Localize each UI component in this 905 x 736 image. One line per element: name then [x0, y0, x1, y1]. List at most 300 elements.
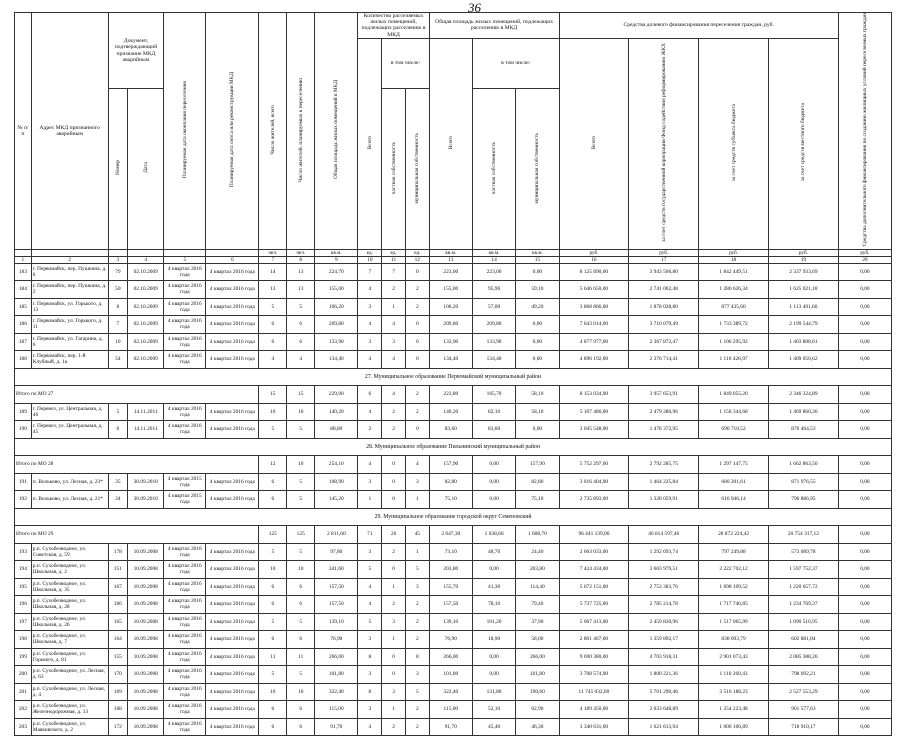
- unit-cell: ед.: [358, 249, 382, 256]
- data-cell: 5: [259, 666, 287, 684]
- data-cell: 6: [259, 596, 287, 614]
- data-cell: 2: [405, 631, 429, 649]
- data-cell: 151: [108, 561, 128, 579]
- header-doc-number: Номер: [114, 160, 121, 176]
- data-cell: 52,10: [472, 701, 515, 719]
- data-cell: 6: [259, 718, 287, 736]
- data-cell: 62,90: [516, 701, 559, 719]
- data-cell: 82,80: [429, 473, 472, 491]
- total-cell: 4: [405, 455, 429, 473]
- data-cell: 178: [108, 543, 128, 561]
- total-cell: 4: [358, 455, 382, 473]
- data-cell: 0,00: [838, 648, 891, 666]
- data-cell: 0: [382, 473, 406, 491]
- total-cell: 3 957 653,91: [629, 385, 699, 403]
- data-cell: 1: [405, 491, 429, 509]
- data-cell: 133,90: [429, 333, 472, 351]
- data-cell: 4 квартал 2016 года: [164, 666, 206, 684]
- data-cell: 3: [358, 473, 382, 491]
- data-cell: 1 000 106,89: [699, 718, 769, 736]
- table-row: [15, 316, 892, 334]
- data-cell: 3 045 548,00: [559, 421, 629, 439]
- data-cell: 4 квартал 2015 года: [164, 473, 206, 491]
- unit-cell: ед.: [382, 249, 406, 256]
- data-cell: 573 089,78: [768, 543, 838, 561]
- unit-cell: [108, 249, 128, 256]
- header-qty-municipal-cell: [405, 89, 429, 249]
- data-cell: 13: [259, 281, 287, 299]
- unit-cell: ед.: [405, 249, 429, 256]
- column-number: 17: [629, 256, 699, 263]
- data-cell: 4 квартал 2016 года: [206, 473, 259, 491]
- data-cell: 3: [358, 701, 382, 719]
- column-number: 2: [31, 256, 108, 263]
- data-cell: 4 квартал 2016 года: [164, 403, 206, 421]
- header-fund-reform: за счет средств государственной корпорации Фонд содействия реформированию ЖКХ: [660, 43, 667, 242]
- data-cell: 170: [108, 666, 128, 684]
- data-cell: 4 квартал 2016 года: [206, 596, 259, 614]
- data-cell: 0,00: [472, 473, 515, 491]
- total-cell: 223,80: [429, 385, 472, 403]
- data-cell: 46,30: [516, 718, 559, 736]
- header-planned-demolition: Планируемая дата сноса или реконструкции МКД: [229, 72, 236, 188]
- header-extra-funds: Средства дополнительного финансирования по созданию жилищных условий переселяемых граждан: [861, 13, 868, 247]
- data-cell: 1 842 449,51: [699, 263, 769, 281]
- data-cell: 5 672 151,00: [559, 578, 629, 596]
- data-cell: 133,90: [315, 333, 358, 351]
- data-cell: 4 квартал 2016 года: [206, 298, 259, 316]
- data-cell: 75,10: [516, 491, 559, 509]
- data-cell: 2 663 033,00: [559, 543, 629, 561]
- header-residents-total: Число жителей, всего: [269, 104, 276, 155]
- data-cell: 6: [287, 316, 315, 334]
- total-cell: 28 872 224,42: [699, 525, 769, 543]
- data-cell: 0: [405, 263, 429, 281]
- data-cell: 7: [382, 263, 406, 281]
- data-cell: 5: [405, 683, 429, 701]
- total-cell: 26: [382, 525, 406, 543]
- data-cell: 4 квартал 2015 года: [164, 491, 206, 509]
- data-cell: 101,80: [315, 666, 358, 684]
- data-cell: 1 469 860,36: [768, 403, 838, 421]
- data-cell: 4 квартал 2016 года: [206, 281, 259, 299]
- data-cell: 4 квартал 2016 года: [164, 561, 206, 579]
- data-cell: 10: [287, 683, 315, 701]
- header-fund-local: за счет средств местного бюджета: [800, 103, 807, 182]
- data-cell: 34: [108, 491, 128, 509]
- total-cell: 0,00: [838, 385, 891, 403]
- data-cell: 0,00: [838, 403, 891, 421]
- data-cell: 4 квартал 2016 года: [164, 648, 206, 666]
- data-cell: 2: [405, 613, 429, 631]
- data-cell: 3: [382, 333, 406, 351]
- column-number: 18: [699, 256, 769, 263]
- data-cell: 2: [405, 718, 429, 736]
- data-cell: 2: [382, 421, 406, 439]
- data-cell: 5: [259, 421, 287, 439]
- data-cell: 155,00: [315, 281, 358, 299]
- address-cell: р.п. Сухобезводное, ул. Школьная, д. 2: [31, 561, 108, 579]
- data-cell: 1 234 769,37: [768, 596, 838, 614]
- data-cell: 4 квартал 2016 года: [206, 701, 259, 719]
- data-cell: 5: [287, 613, 315, 631]
- data-cell: 4 квартал 2016 года: [206, 648, 259, 666]
- data-cell: 1: [358, 491, 382, 509]
- data-cell: 9 690 380,00: [559, 648, 629, 666]
- data-cell: 266,00: [315, 648, 358, 666]
- table-row: [15, 543, 892, 561]
- header-npp: № п/п: [15, 13, 32, 250]
- data-cell: 2: [382, 718, 406, 736]
- data-cell: 4 квартал 2016 года: [206, 613, 259, 631]
- data-cell: 164: [108, 631, 128, 649]
- header-area-private-cell: [472, 89, 515, 249]
- column-number: 7: [259, 256, 287, 263]
- header-residents-planned: Число жителей, планируемых к переселению: [297, 77, 304, 182]
- data-cell: 10: [108, 333, 128, 351]
- data-cell: 4: [358, 403, 382, 421]
- section-heading-row: [15, 508, 892, 525]
- column-number: 6: [206, 256, 259, 263]
- data-cell: 224,70: [315, 263, 358, 281]
- header-area-total: Всего: [447, 135, 454, 150]
- data-cell: 4 квартал 2016 года: [206, 561, 259, 579]
- data-cell: 2 033 648,89: [629, 701, 699, 719]
- header-address: Адрес МКД признанного аварийным: [31, 13, 108, 250]
- data-cell: 2: [405, 596, 429, 614]
- data-cell: 169: [108, 683, 128, 701]
- total-cell: 20 754 317,12: [768, 525, 838, 543]
- data-cell: 13: [287, 263, 315, 281]
- header-document: Документ, подтверждающий признание МКД аварийным: [108, 13, 164, 89]
- data-cell: 18,90: [472, 631, 515, 649]
- data-cell: 0,00: [516, 263, 559, 281]
- section-heading-row: [15, 438, 892, 455]
- data-cell: 6: [287, 596, 315, 614]
- column-number: 20: [838, 256, 891, 263]
- data-cell: 4 квартал 2016 года: [206, 491, 259, 509]
- total-cell: 0,00: [838, 455, 891, 473]
- data-cell: 4: [287, 351, 315, 369]
- data-cell: 4 квартал 2016 года: [164, 631, 206, 649]
- data-cell: 4 квартал 2016 года: [206, 403, 259, 421]
- data-cell: 58,00: [516, 631, 559, 649]
- header-qty-group: Количество расселяемых жилых помещений, подлежащих расселению в МКД: [358, 13, 429, 39]
- data-cell: 10.09.2008: [128, 701, 164, 719]
- data-cell: 7: [358, 263, 382, 281]
- data-cell: 82,80: [516, 473, 559, 491]
- address-cell: г. Первомайск, пер. Пушкина, д. 6: [31, 263, 108, 281]
- header-qty-private-cell: [382, 89, 406, 249]
- data-cell: 718 910,17: [768, 718, 838, 736]
- data-cell: 108,90: [315, 473, 358, 491]
- data-cell: 4 квартал 2016 года: [206, 631, 259, 649]
- data-cell: 0: [382, 561, 406, 579]
- data-cell: 02.10.2009: [128, 263, 164, 281]
- data-cell: 73,10: [429, 543, 472, 561]
- unit-cell: кв.м.: [472, 249, 515, 256]
- data-cell: 139,10: [429, 613, 472, 631]
- data-cell: 02.10.2009: [128, 333, 164, 351]
- data-cell: 7: [108, 316, 128, 334]
- column-number: 13: [429, 256, 472, 263]
- data-cell: 54: [108, 351, 128, 369]
- data-cell: 3: [382, 683, 406, 701]
- data-cell: 57,00: [472, 298, 515, 316]
- data-cell: 0,00: [472, 666, 515, 684]
- data-cell: 1 328 059,91: [629, 491, 699, 509]
- data-cell: 3 016 404,00: [559, 473, 629, 491]
- data-cell: 167: [108, 578, 128, 596]
- data-cell: 6: [259, 333, 287, 351]
- data-cell: 4 квартал 2016 года: [206, 578, 259, 596]
- data-cell: 6: [259, 316, 287, 334]
- data-cell: 4 квартал 2016 года: [206, 421, 259, 439]
- data-cell: 0,00: [838, 613, 891, 631]
- data-cell: 195: [15, 578, 32, 596]
- total-cell: 4: [382, 385, 406, 403]
- data-cell: 134,40: [472, 351, 515, 369]
- data-cell: 2 735 893,00: [559, 491, 629, 509]
- data-cell: 3: [358, 631, 382, 649]
- table-row: [15, 578, 892, 596]
- data-cell: 10.09.2008: [128, 596, 164, 614]
- data-cell: 2 459 830,96: [629, 613, 699, 631]
- data-cell: 35: [108, 473, 128, 491]
- data-cell: 192: [15, 491, 32, 509]
- data-cell: 1 113 401,60: [768, 298, 838, 316]
- total-cell: 58,10: [516, 385, 559, 403]
- data-cell: 0,00: [838, 263, 891, 281]
- data-cell: 82,10: [472, 403, 515, 421]
- data-cell: 6: [108, 421, 128, 439]
- total-cell: 125: [287, 525, 315, 543]
- data-cell: 0,00: [838, 333, 891, 351]
- data-cell: 1 220 657,72: [768, 578, 838, 596]
- section-heading: 28. Муниципальное образование Пильнинский муниципальный район: [15, 438, 892, 455]
- data-cell: 209,80: [429, 316, 472, 334]
- address-cell: р.п. Сухобезводное, ул. Горького, д. 81: [31, 648, 108, 666]
- data-cell: 2: [382, 596, 406, 614]
- data-cell: 1 292 693,74: [629, 543, 699, 561]
- total-cell: 15: [287, 385, 315, 403]
- unit-cell: кв.м.: [315, 249, 358, 256]
- data-cell: 2 085 388,26: [768, 648, 838, 666]
- data-cell: 2 367 872,47: [629, 333, 699, 351]
- data-cell: 197: [15, 613, 32, 631]
- total-row: [15, 525, 892, 543]
- total-cell: 125: [259, 525, 287, 543]
- data-cell: 4 квартал 2016 года: [206, 683, 259, 701]
- table-row: [15, 421, 892, 439]
- data-cell: 4 квартал 2016 года: [164, 351, 206, 369]
- data-cell: 187: [15, 333, 32, 351]
- data-cell: 6: [259, 701, 287, 719]
- unit-cell: [31, 249, 108, 256]
- data-cell: 45,40: [472, 718, 515, 736]
- data-cell: 0,00: [838, 316, 891, 334]
- total-cell: 0: [382, 455, 406, 473]
- data-cell: 114,40: [516, 578, 559, 596]
- data-cell: 5 737 725,00: [559, 596, 629, 614]
- column-number: 11: [382, 256, 406, 263]
- data-cell: 5: [287, 543, 315, 561]
- data-cell: 1 698 109,52: [699, 578, 769, 596]
- data-cell: 3: [405, 473, 429, 491]
- unit-cell: кв.м.: [516, 249, 559, 256]
- data-cell: 1 090 516,95: [768, 613, 838, 631]
- table-row: [15, 666, 892, 684]
- header-qty-total: Всего: [366, 135, 373, 150]
- total-cell: 12: [259, 455, 287, 473]
- data-cell: 6: [259, 578, 287, 596]
- data-cell: 201: [15, 683, 32, 701]
- page-number: 36: [468, 0, 481, 15]
- data-cell: 6: [259, 631, 287, 649]
- header-fund-subject: за счет средств субъекта бюджета: [730, 103, 737, 182]
- data-cell: 3 516 188,23: [699, 683, 769, 701]
- data-cell: 901 577,63: [768, 701, 838, 719]
- total-cell: 254,10: [315, 455, 358, 473]
- data-cell: 3 868 866,00: [559, 298, 629, 316]
- total-cell: 1 297 147,75: [699, 455, 769, 473]
- data-cell: 223,00: [429, 263, 472, 281]
- data-cell: 4 квартал 2016 года: [206, 263, 259, 281]
- header-total-area: Общая площадь жилых помещений в МКД: [333, 80, 340, 180]
- data-cell: 2: [405, 403, 429, 421]
- total-label: Итого по МО 29: [15, 525, 259, 543]
- data-cell: 193: [15, 543, 32, 561]
- data-cell: 172: [108, 718, 128, 736]
- table-row: [15, 648, 892, 666]
- header-area-private: частная собственность: [491, 141, 498, 194]
- data-cell: 5: [405, 561, 429, 579]
- data-cell: 0,00: [838, 298, 891, 316]
- data-cell: 2 741 002,48: [629, 281, 699, 299]
- data-cell: 0,00: [838, 491, 891, 509]
- header-qty-in-number: в том числе:: [382, 38, 429, 88]
- data-cell: 266,00: [516, 648, 559, 666]
- data-cell: 4 квартал 2016 года: [164, 683, 206, 701]
- data-cell: 10.09.2008: [128, 648, 164, 666]
- data-cell: 83,60: [472, 421, 515, 439]
- table-row: [15, 561, 892, 579]
- data-cell: 4: [382, 351, 406, 369]
- data-cell: 8: [358, 648, 382, 666]
- data-cell: 8 125 890,00: [559, 263, 629, 281]
- data-cell: 2: [405, 701, 429, 719]
- column-number: 1: [15, 256, 32, 263]
- data-cell: 203,80: [429, 561, 472, 579]
- column-number: 3: [108, 256, 128, 263]
- data-cell: 14.11.2011: [128, 421, 164, 439]
- table-row: [15, 701, 892, 719]
- total-cell: 2 647,30: [429, 525, 472, 543]
- data-cell: 02.10.2009: [128, 351, 164, 369]
- column-number: 8: [287, 256, 315, 263]
- data-cell: 1: [382, 578, 406, 596]
- unit-cell: руб.: [768, 249, 838, 256]
- data-cell: 165: [108, 613, 128, 631]
- data-cell: 1: [382, 631, 406, 649]
- unit-cell: руб.: [699, 249, 769, 256]
- total-cell: 0,00: [472, 455, 515, 473]
- data-cell: 5: [287, 491, 315, 509]
- data-cell: 4 квартал 2016 года: [164, 701, 206, 719]
- data-cell: 48,70: [472, 543, 515, 561]
- address-cell: р.п. Сухобезводное, ул. Лесная, д. 4: [31, 683, 108, 701]
- address-cell: р.п. Сухобезводное, ул. Школьная, д. 35: [31, 578, 108, 596]
- data-cell: 1 110 426,97: [699, 351, 769, 369]
- data-cell: 106,20: [429, 298, 472, 316]
- data-cell: 0,00: [838, 351, 891, 369]
- data-cell: 4 квартал 2016 года: [206, 718, 259, 736]
- address-cell: г. Первомайск, ул. Горького, д. 13: [31, 298, 108, 316]
- address-cell: р.п. Сухобезводное, ул. Школьная, д. 26: [31, 613, 108, 631]
- total-cell: 5 752 297,00: [559, 455, 629, 473]
- table-row: [15, 298, 892, 316]
- data-cell: 79,40: [516, 596, 559, 614]
- data-cell: 2 479 280,96: [629, 403, 699, 421]
- data-cell: 203,80: [516, 561, 559, 579]
- data-cell: 115,00: [429, 701, 472, 719]
- data-cell: 10.09.2008: [128, 666, 164, 684]
- data-cell: 3: [358, 543, 382, 561]
- table-row: [15, 683, 892, 701]
- data-cell: 76,90: [315, 631, 358, 649]
- data-cell: 30.09.2010: [128, 491, 164, 509]
- data-cell: 2: [382, 403, 406, 421]
- header-area-total-cell: [429, 38, 472, 249]
- total-cell: 8 153 034,00: [559, 385, 629, 403]
- header-extra-funds-cell: [838, 13, 891, 250]
- data-cell: 7 424 434,00: [559, 561, 629, 579]
- data-cell: 2: [382, 543, 406, 561]
- data-cell: 4 квартал 2016 года: [164, 421, 206, 439]
- data-cell: 871 976,55: [768, 473, 838, 491]
- data-cell: 76,90: [429, 631, 472, 649]
- data-cell: 4 896 192,00: [559, 351, 629, 369]
- data-cell: 49,20: [516, 298, 559, 316]
- data-cell: 190: [15, 421, 32, 439]
- table-row: [15, 351, 892, 369]
- data-cell: 10: [287, 403, 315, 421]
- data-cell: 3: [358, 298, 382, 316]
- data-cell: 134,40: [315, 351, 358, 369]
- data-cell: 0: [382, 491, 406, 509]
- column-number: 12: [405, 256, 429, 263]
- data-cell: 4 189 450,00: [559, 701, 629, 719]
- data-cell: 1 403 808,61: [768, 333, 838, 351]
- total-cell: 1 849 055,20: [699, 385, 769, 403]
- data-cell: 322,40: [315, 683, 358, 701]
- total-cell: 0,00: [838, 525, 891, 543]
- data-cell: 1: [382, 298, 406, 316]
- data-cell: 266,00: [429, 648, 472, 666]
- data-cell: 83,60: [429, 421, 472, 439]
- data-cell: 0,00: [516, 333, 559, 351]
- data-cell: 59,10: [516, 281, 559, 299]
- data-cell: 4 703 918,31: [629, 648, 699, 666]
- data-cell: 5 646 650,00: [559, 281, 629, 299]
- unit-cell: руб.: [559, 249, 629, 256]
- data-cell: 8: [108, 298, 128, 316]
- data-cell: 1 359 892,17: [629, 631, 699, 649]
- table-row: [15, 491, 892, 509]
- data-cell: 1 597 752,37: [768, 561, 838, 579]
- data-cell: 10.09.2008: [128, 683, 164, 701]
- data-cell: 0,00: [838, 578, 891, 596]
